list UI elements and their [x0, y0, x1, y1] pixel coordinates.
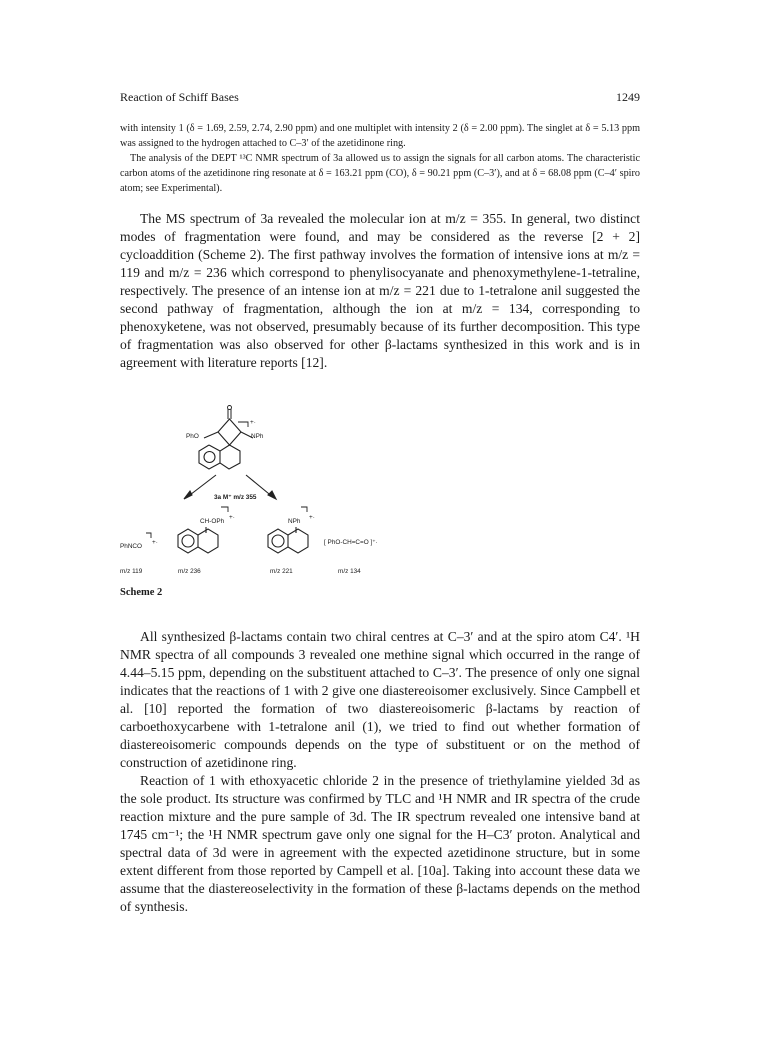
- dept-paragraph: The analysis of the DEPT ¹³C NMR spectrum of 3a allowed us to assign the signals for all carbon atoms. The characteristic carbon atoms of the azetidinone ring resonate at δ = 163.21 ppm (CO), δ = 90.21 ppm (C–3′), and at δ = 68.08 ppm (C–4′ spiro atom; see Experimental).: [120, 153, 640, 194]
- beta-lactam-structure: [199, 406, 253, 470]
- phenoxyketene-label: [ PhO-CH=C=O ]⁺·: [324, 539, 378, 546]
- small-print-block: [120, 121, 640, 196]
- phnco-label: PhNCO: [120, 543, 143, 550]
- mz-119-label: m/z 119: [120, 568, 143, 575]
- chiral-centres-paragraph: All synthesized β-lactams contain two chiral centres at C–3′ and at the spiro atom C4′. ¹H NMR spectra of all compounds 3 revealed one methine signal which occurred in the range of 4.44–5.15 ppm, depending on the substituent attached to C–3′. The presence of only one signal indicates that the reactions of 1 with 2 give one diastereoisomer exclusively. Since Campbell et al. [10] reported the formation of two diastereoisomeric β-lactams by reaction of carboethoxycarbene with 1-tetralone anil (1), we tried to find out whether formation of diastereoisomeric compounds depends on the type of substituent or on the method of construction of azetidinone ring.: [120, 629, 640, 770]
- running-header: [120, 90, 640, 108]
- mz-134-label: m/z 134: [338, 568, 361, 575]
- scheme-2-figure: [120, 405, 640, 620]
- phnco-charge: +·: [152, 539, 158, 546]
- pho-label: PhO: [186, 433, 199, 440]
- phenoxymethylene-tetraline-structure: [178, 527, 218, 553]
- nph-fragment-charge: +·: [309, 514, 315, 521]
- stereochemistry-block: [120, 628, 640, 916]
- ms-paragraph: The MS spectrum of 3a revealed the molecular ion at m/z = 355. In general, two distinct modes of fragmentation were found, and may be considered as the reverse [2 + 2] cycloaddition (Scheme 2). The first pathway involves the formation of intensive ions at m/z = 119 and m/z = 236 which correspond to phenylisocyanate and phenoxymethylene-1-tetraline, respectively. The presence of an intense ion at m/z = 221 due to 1-tetralone anil suggested the second pathway of fragmentation, although the ion at m/z = 134, corresponding to phenoxyketene, was not observed, presumably because of its further decomposition. This type of fragmentation was also observed for other β-lactams synthesized in this work and is in agreement with literature reports [12].: [120, 211, 640, 370]
- mz-236-label: m/z 236: [178, 568, 201, 575]
- ms-paragraph-block: [120, 210, 640, 372]
- molecular-ion-charge: +·: [250, 419, 256, 426]
- ch-oph-charge: +·: [229, 514, 235, 521]
- page-number: 1249: [616, 90, 640, 104]
- ethoxyacetic-paragraph: Reaction of 1 with ethoxyacetic chloride 2 in the presence of triethylamine yielded 3d as the sole product. Its structure was confirmed by TLC and ¹H NMR and IR spectra of the crude reaction mixture and the pure sample of 3d. The IR spectrum revealed one intensive band at 1745 cm⁻¹; the ¹H NMR spectrum gave only one signal for the H–C3′ proton. Analytical and spectral data of 3d were in agreement with the expected azetidinone structure, but in some extent different from those reported by Campell et al. [10a]. Taking into account these data we assume that the diastereoselectivity in the formation of these β-lactams depends on the method of synthesis.: [120, 773, 640, 914]
- nph-fragment-label: NPh: [288, 518, 301, 525]
- mz-221-label: m/z 221: [270, 568, 293, 575]
- running-title: Reaction of Schiff Bases: [120, 90, 239, 104]
- tetralone-anil-structure: [268, 527, 308, 553]
- molecular-ion-label: 3a M⁺ m/z 355: [214, 494, 257, 501]
- nph-label: NPh: [251, 433, 264, 440]
- scheme-caption: Scheme 2: [120, 587, 163, 598]
- nmr-paragraph-continued: with intensity 1 (δ = 1.69, 2.59, 2.74, 2.90 ppm) and one multiplet with intensity 2 (δ = 2.00 ppm). The singlet at δ = 5.13 ppm was assigned to the hydrogen attached to C–3′ of the azetidinone ring.: [120, 123, 640, 149]
- ch-oph-label: CH-OPh: [200, 518, 225, 525]
